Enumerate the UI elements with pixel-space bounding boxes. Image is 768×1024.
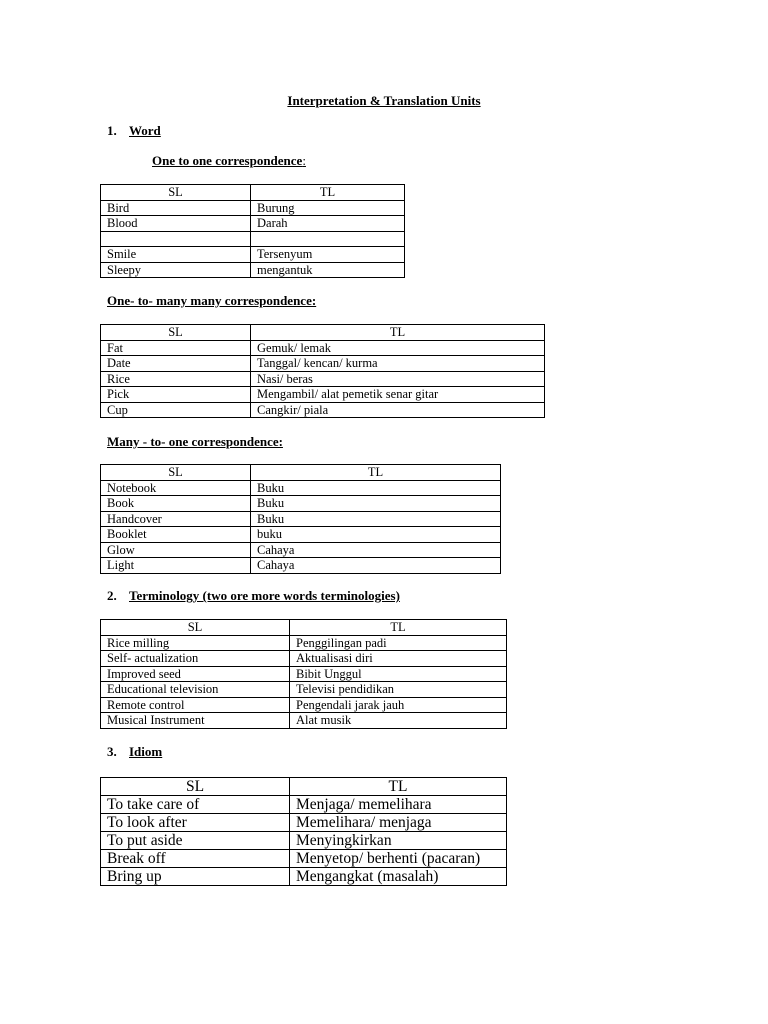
table-row: [101, 511, 501, 527]
subheading-many-to-one: Many - to- one correspondence:: [107, 434, 283, 449]
table-row: [101, 850, 507, 868]
tl-cell: Aktualisasi diri: [290, 651, 507, 667]
tl-cell: Alat musik: [290, 713, 507, 729]
table-row: [101, 200, 405, 216]
tl-cell: Tanggal/ kencan/ kurma: [251, 356, 545, 372]
section-number: 2.: [107, 588, 117, 603]
column-header-sl: SL: [101, 620, 290, 636]
section-heading-word: [107, 123, 161, 139]
tl-cell: Pengendali jarak jauh: [290, 697, 507, 713]
tl-cell: Cahaya: [251, 558, 501, 574]
tl-cell: Cangkir/ piala: [251, 402, 545, 418]
sl-cell: Musical Instrument: [101, 713, 290, 729]
section-number: 1.: [107, 123, 117, 138]
table-one-to-one: [100, 184, 405, 278]
table-row: [101, 682, 507, 698]
tl-cell: Mengangkat (masalah): [290, 868, 507, 886]
section-label: Terminology (two ore more words terminologies): [129, 588, 400, 603]
tl-cell: Darah: [251, 216, 405, 232]
sl-cell: Break off: [101, 850, 290, 868]
column-header-tl: TL: [251, 465, 501, 481]
sl-cell: Rice milling: [101, 635, 290, 651]
column-header-sl: SL: [101, 185, 251, 201]
section-heading-terminology: [107, 588, 400, 604]
tl-cell: Nasi/ beras: [251, 371, 545, 387]
column-header-sl: SL: [101, 325, 251, 341]
table-row: [101, 527, 501, 543]
table-header-row: [101, 185, 405, 201]
tl-cell: Mengambil/ alat pemetik senar gitar: [251, 387, 545, 403]
sl-cell: To take care of: [101, 796, 290, 814]
table-row: [101, 231, 405, 247]
sl-cell: To look after: [101, 814, 290, 832]
sl-cell: Rice: [101, 371, 251, 387]
sl-cell: Light: [101, 558, 251, 574]
table-row: [101, 387, 545, 403]
table-row: [101, 496, 501, 512]
table-row: [101, 868, 507, 886]
table-row: [101, 697, 507, 713]
section-label: Word: [129, 123, 161, 138]
column-header-tl: TL: [251, 185, 405, 201]
sl-cell: Bring up: [101, 868, 290, 886]
table-row: [101, 480, 501, 496]
table-row: [101, 371, 545, 387]
tl-cell: Menjaga/ memelihara: [290, 796, 507, 814]
subheading-label: One to one correspondence: [152, 153, 303, 168]
subheading-suffix: :: [302, 153, 306, 168]
column-header-tl: TL: [251, 325, 545, 341]
table-row: [101, 666, 507, 682]
page-title: Interpretation & Translation Units: [287, 93, 481, 108]
section-label: Idiom: [129, 744, 163, 759]
tl-cell: Memelihara/ menjaga: [290, 814, 507, 832]
table-header-row: [101, 325, 545, 341]
table-row: [101, 635, 507, 651]
tl-cell: Bibit Unggul: [290, 666, 507, 682]
subheading-one-to-many: One- to- many many correspondence:: [107, 293, 317, 308]
tl-cell: buku: [251, 527, 501, 543]
tl-cell: Buku: [251, 511, 501, 527]
table-header-row: [101, 620, 507, 636]
sl-cell: [101, 231, 251, 247]
tl-cell: Menyetop/ berhenti (pacaran): [290, 850, 507, 868]
subheading-one-to-one: [152, 153, 306, 169]
sl-cell: Sleepy: [101, 262, 251, 278]
sl-cell: Cup: [101, 402, 251, 418]
table-one-to-many: [100, 324, 545, 418]
table-terminology: [100, 619, 507, 729]
tl-cell: Buku: [251, 496, 501, 512]
table-row: [101, 542, 501, 558]
table-row: [101, 832, 507, 850]
table-row: [101, 713, 507, 729]
sl-cell: Bird: [101, 200, 251, 216]
tl-cell: Menyingkirkan: [290, 832, 507, 850]
sl-cell: Blood: [101, 216, 251, 232]
section-number: 3.: [107, 744, 117, 759]
tl-cell: Buku: [251, 480, 501, 496]
sl-cell: Booklet: [101, 527, 251, 543]
tl-cell: Penggilingan padi: [290, 635, 507, 651]
sl-cell: Fat: [101, 340, 251, 356]
table-header-row: [101, 465, 501, 481]
sl-cell: Educational television: [101, 682, 290, 698]
table-many-to-one: [100, 464, 501, 574]
table-row: [101, 262, 405, 278]
column-header-tl: TL: [290, 620, 507, 636]
sl-cell: Notebook: [101, 480, 251, 496]
sl-cell: Improved seed: [101, 666, 290, 682]
tl-cell: Burung: [251, 200, 405, 216]
sl-cell: To put aside: [101, 832, 290, 850]
tl-cell: Tersenyum: [251, 247, 405, 263]
column-header-sl: SL: [101, 778, 290, 796]
table-header-row: [101, 778, 507, 796]
tl-cell: mengantuk: [251, 262, 405, 278]
table-row: [101, 402, 545, 418]
sl-cell: Date: [101, 356, 251, 372]
sl-cell: Book: [101, 496, 251, 512]
sl-cell: Pick: [101, 387, 251, 403]
tl-cell: Cahaya: [251, 542, 501, 558]
sl-cell: Glow: [101, 542, 251, 558]
table-row: [101, 340, 545, 356]
table-idiom: [100, 777, 507, 886]
table-row: [101, 356, 545, 372]
table-row: [101, 247, 405, 263]
table-row: [101, 796, 507, 814]
sl-cell: Handcover: [101, 511, 251, 527]
table-row: [101, 651, 507, 667]
sl-cell: Smile: [101, 247, 251, 263]
tl-cell: Gemuk/ lemak: [251, 340, 545, 356]
section-heading-idiom: [107, 744, 162, 760]
sl-cell: Remote control: [101, 697, 290, 713]
tl-cell: [251, 231, 405, 247]
table-row: [101, 814, 507, 832]
column-header-tl: TL: [290, 778, 507, 796]
tl-cell: Televisi pendidikan: [290, 682, 507, 698]
column-header-sl: SL: [101, 465, 251, 481]
table-row: [101, 558, 501, 574]
table-row: [101, 216, 405, 232]
sl-cell: Self- actualization: [101, 651, 290, 667]
